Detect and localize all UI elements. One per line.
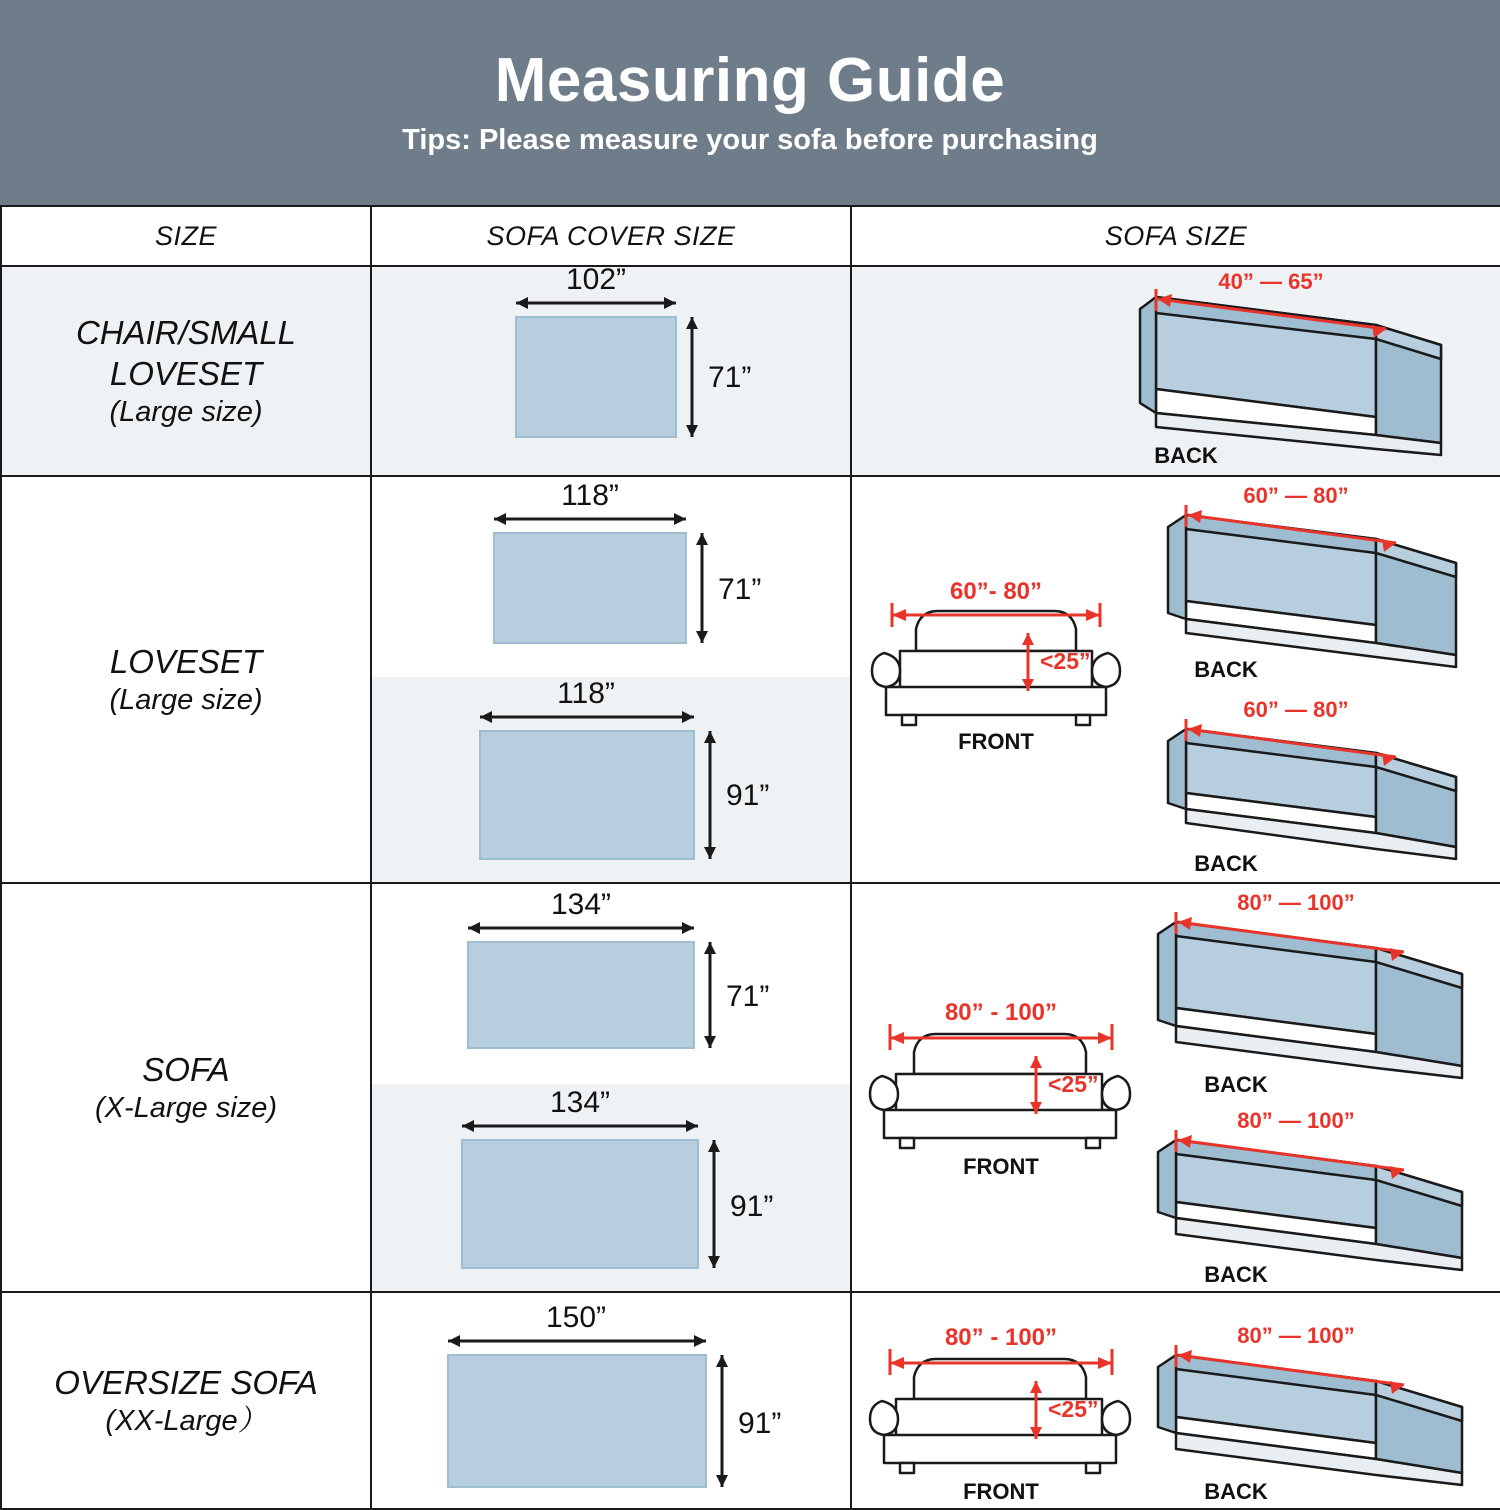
view-label-back: BACK: [1204, 1479, 1268, 1504]
sofa-views-sofa: [856, 884, 1496, 1291]
cover-diagram-sofa-91: [372, 1084, 850, 1291]
sofa-front-depth: <25”: [1040, 648, 1091, 674]
cover-rect-diagram: [376, 677, 846, 882]
cover-width-label: 118”: [561, 479, 619, 512]
size-qualifier: (Large size): [109, 396, 263, 429]
table-row: [1, 1292, 1500, 1509]
row-label-loveset: [1, 476, 371, 883]
header-tip: Tips: Please measure your sofa before purchasing: [402, 124, 1098, 156]
size-qualifier: (Large size): [109, 684, 263, 716]
cover-diagrams-sofa: [371, 883, 851, 1292]
sofa-width-range: 60” — 80”: [1243, 697, 1349, 722]
cover-width-label: 102”: [565, 267, 627, 296]
sofa-width-range: 40” — 65”: [1218, 269, 1324, 294]
size-table: [0, 205, 1500, 1510]
cover-height-label: 91”: [726, 779, 770, 812]
sofa-diagrams-sofa: [851, 883, 1500, 1292]
row-label-oversize-sofa: [1, 1292, 371, 1509]
table-row: [1, 266, 1500, 476]
cover-diagram-loveset-91: [372, 677, 850, 882]
sofa-front-width: 60”- 80”: [949, 578, 1043, 605]
cover-diagram-loveset-71: [372, 477, 850, 677]
cover-rect-diagram: [376, 884, 846, 1084]
cover-height-label: 91”: [730, 1190, 774, 1223]
table-header-row: [1, 206, 1500, 266]
size-qualifier: (XX-Large）: [105, 1405, 267, 1437]
size-name: SOFA: [142, 1050, 230, 1088]
view-label-back: BACK: [1154, 443, 1218, 468]
view-label-front: FRONT: [958, 729, 1034, 754]
header-banner: [0, 0, 1500, 205]
cover-height-label: 71”: [726, 980, 770, 1013]
cover-rect-diagram: [376, 1084, 846, 1291]
view-label-front: FRONT: [963, 1479, 1039, 1504]
cover-diagram-chair: [371, 266, 851, 476]
column-header-size: SIZE: [1, 206, 371, 266]
table-row: [1, 476, 1500, 883]
sofa-width-range: 80” — 100”: [1237, 1323, 1355, 1348]
cover-diagram-oversize: [371, 1292, 851, 1509]
cover-height-label: 71”: [708, 361, 752, 394]
cover-width-label: 134”: [550, 888, 612, 921]
page-title: Measuring Guide: [494, 46, 1006, 115]
sofa-width-range: 80” — 100”: [1237, 890, 1355, 915]
size-qualifier: (X-Large size): [94, 1092, 278, 1124]
sofa-diagrams-loveset: [851, 476, 1500, 883]
table-row: [1, 883, 1500, 1292]
cover-rect-diagram: [376, 267, 846, 475]
row-label-sofa: [1, 883, 371, 1292]
row-label-chair-small-loveset: [1, 266, 371, 476]
cover-diagrams-loveset: [371, 476, 851, 883]
cover-width-label: 150”: [545, 1301, 607, 1334]
cover-height-label: 91”: [738, 1407, 782, 1440]
sofa-diagrams-oversize: [851, 1292, 1500, 1509]
sofa-width-range: 80” — 100”: [1237, 1108, 1355, 1133]
sofa-front-width: 80” - 100”: [944, 1324, 1058, 1351]
sofa-front-width: 80” - 100”: [944, 999, 1058, 1026]
view-label-front: FRONT: [963, 1154, 1039, 1179]
view-label-back: BACK: [1194, 851, 1258, 876]
sofa-views-oversize: [856, 1293, 1496, 1508]
column-header-cover: SOFA COVER SIZE: [371, 206, 851, 266]
cover-diagram-sofa-71: [372, 884, 850, 1084]
view-label-back: BACK: [1204, 1072, 1268, 1097]
sofa-back-view: [856, 267, 1496, 475]
cover-rect-diagram: [376, 477, 846, 677]
cover-width-label: 134”: [549, 1086, 611, 1119]
column-header-sofa: SOFA SIZE: [851, 206, 1500, 266]
sofa-width-range: 60” — 80”: [1243, 483, 1349, 508]
view-label-back: BACK: [1194, 657, 1258, 682]
size-name: CHAIR/SMALL LOVESET: [75, 313, 297, 392]
sofa-front-depth: <25”: [1048, 1071, 1099, 1097]
view-label-back: BACK: [1204, 1262, 1268, 1287]
cover-width-label: 118”: [557, 677, 615, 710]
sofa-views-loveset: [856, 477, 1496, 882]
sofa-diagram-chair: [851, 266, 1500, 476]
size-name: LOVESET: [109, 642, 263, 680]
size-name: OVERSIZE SOFA: [54, 1363, 318, 1401]
sofa-front-depth: <25”: [1048, 1396, 1099, 1422]
cover-height-label: 71”: [718, 573, 762, 606]
cover-rect-diagram: [376, 1293, 846, 1508]
